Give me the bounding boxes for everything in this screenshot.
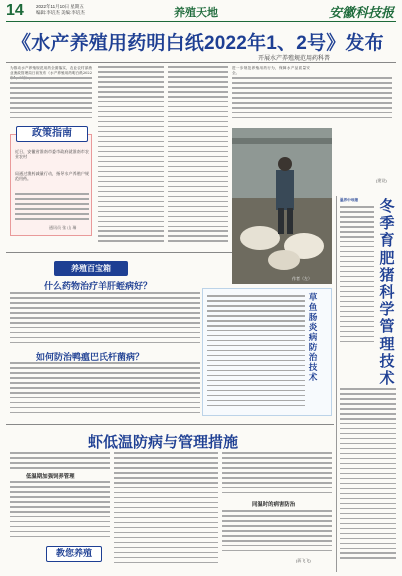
header-meta bbox=[36, 4, 85, 16]
page-headline: 《水产养殖用药明白纸2022年1、2号》发布 bbox=[12, 33, 384, 54]
right-col-lead: 温养中母猪 bbox=[340, 198, 358, 202]
page-number: 14 bbox=[6, 2, 24, 19]
right-column-text bbox=[340, 206, 374, 348]
newspaper-brand: 安徽科技报 bbox=[328, 5, 394, 20]
spacer bbox=[108, 548, 112, 549]
policy-lines bbox=[15, 193, 89, 223]
divider bbox=[6, 424, 334, 425]
tutor-tag bbox=[46, 546, 102, 562]
divider bbox=[6, 252, 232, 253]
farm-photo bbox=[232, 128, 332, 284]
tips-tag-label: 养殖百宝箱 bbox=[71, 264, 111, 273]
vertical-article-title: 冬季育肥猪科学管理技术 bbox=[379, 198, 395, 388]
shrimp-text bbox=[222, 452, 332, 496]
tips-tag bbox=[54, 261, 128, 276]
header-date: 2022年11月10日 星期五 bbox=[36, 4, 84, 9]
section-heading-2: 同温时的病害防治 bbox=[252, 502, 296, 508]
policy-tag-label: 政策指南 bbox=[32, 128, 72, 139]
right-column-text bbox=[340, 388, 396, 566]
divider bbox=[6, 62, 396, 63]
policy-text-2: 局通过渔药减量行动，指导水产养殖户规范用药。 bbox=[15, 171, 89, 182]
question-2: 如何防治鸭瘟巴氏杆菌病？ bbox=[36, 352, 145, 362]
article-column bbox=[168, 66, 228, 246]
answer-1-text bbox=[10, 292, 200, 348]
policy-box bbox=[10, 134, 92, 236]
shrimp-article-headline: 虾低温防病与管理措施 bbox=[88, 434, 239, 451]
shrimp-text bbox=[10, 452, 110, 470]
farmer-sheep-image bbox=[232, 128, 332, 284]
header-editors: 编辑:李培杰 美编:李培杰 bbox=[36, 10, 85, 15]
tutor-tag-label: 教您养殖 bbox=[55, 548, 92, 558]
sidebar-vertical-title: 草鱼肠炎病防治技术 bbox=[308, 292, 318, 382]
policy-tag bbox=[16, 126, 88, 142]
photo-caption: 作者（左） bbox=[292, 276, 312, 281]
policy-text-1: 近日，安徽省淮南市委市政府就淮南市农业农村 bbox=[15, 149, 89, 160]
shrimp-text bbox=[114, 452, 218, 566]
policy-credit: 通讯员 张 山 瑞 bbox=[49, 225, 77, 230]
article-column bbox=[232, 77, 392, 123]
shrimp-text bbox=[10, 481, 110, 543]
right-credit: (建设) bbox=[376, 178, 387, 183]
sidebar-text bbox=[207, 295, 305, 413]
article-column bbox=[10, 77, 92, 123]
column-divider bbox=[336, 196, 337, 572]
shrimp-text bbox=[222, 510, 332, 556]
masthead bbox=[6, 2, 396, 22]
section-heading-1: 低温期加强饲养管理 bbox=[26, 474, 75, 480]
intro-text-2: 进一步规范养殖用药行为，保障水产品质量安全。 bbox=[232, 66, 310, 76]
answer-2-text bbox=[10, 362, 200, 418]
question-1: 什么药物治疗羊肝蛭病好？ bbox=[44, 281, 153, 291]
article-column bbox=[98, 66, 164, 246]
page-subhead: 开展水产养殖规范用药科普 bbox=[258, 56, 331, 62]
intro-text-1: 为推动水产养殖规范用药全面落实，农业农村部渔业渔政管理局日前发布《水产养殖用药明白纸2022 bbox=[10, 66, 92, 76]
section-title: 养殖天地 bbox=[174, 7, 218, 19]
shrimp-credit: (蒋飞飞) bbox=[296, 558, 311, 563]
